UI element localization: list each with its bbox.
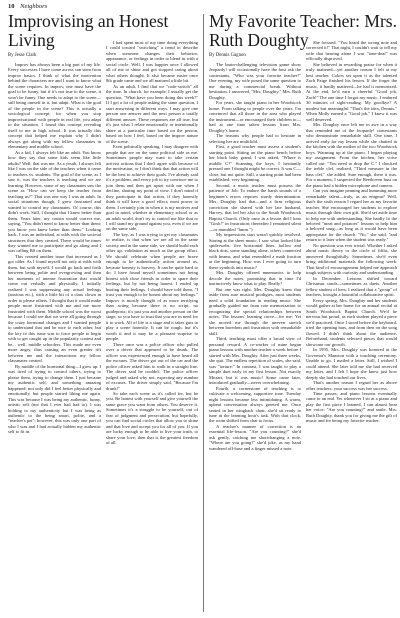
right-article-byline: By Dennis Gagnon [209, 53, 246, 58]
left-article-byline: By Jesse Clark [8, 53, 37, 58]
right-article-column-2 [306, 40, 397, 615]
left-article-column-1 [8, 62, 101, 615]
paragraph: Mrs. Doughty once left me in awe in a way that reminded me of the Jeopardy! contestants who demonstrate remarkable skill. One time, I arrived early for my lesson while she chatted in the kitchen with the mother of the two Woodstock boys. Warming up at the piano, I began playing my assignment. From the kitchen, her voice called out: "You need to drop the C." I checked the treble clef, realized, "Third measure in the bass clef," she added. Sure enough, there it was. For a moment, I suspected the Beethoven bust on the piano had a hidden microphone and camera. [306, 122, 397, 188]
paragraph: Second, a music teacher must possess the patience of Job. To endure the harsh sounds of a beginner's errors requires sturdy determination. Mrs. Doughty had that—and a firm religious conviction she shared with her late husband, Harvey, that led her also to the South Woodstock Baptist Church. (Only once in a lesson did I hear "Gosh!" in frustration; thereafter I remained silent—or mumbled "hmm.") [209, 182, 301, 232]
paragraph: I had spent most of my time doing everything I could toward "switching" a trend to describe when someone changes their behavior, appearance, or feelings in order to blend in with a social circle. Well, I was happier once I allowed all of me to shine and got stopped caring about what others thought. It also became easier once 8th grade came and we all matured a little bit. [106, 40, 198, 84]
page-header [8, 3, 47, 11]
paragraph: This created another issue that increased as I got older. As I found myself not only at odds with them, but with myself, I would go back and forth between being polite and overgrowing and then her moments of intense frustration that would come out verbally and physically. I initially realized I was suppressing any actual feelings (anxious etc.), with a little bit of a class clown in order to please others. I thought that it would make people more frustrated with me and me more frustrated with them. Middle school was the worst because I could see that we were all going through the crazy hormonal changes and I wanted people to understand that and be nice to each other, but the key to this issue was to force people to begin with to get caught up in the popularity contest and be... well, middle schoolers. This made me even more angry, thus causing an even greater rift between me and the interactions my fellow classmates created. [8, 253, 101, 364]
paragraph: Third, teaching must offer a broad view of personal reward. A co-worker of mine began piano lessons with another teacher a week before I started with Mrs. Doughty. After just three weeks, she quit. The endless repetition of scales, she said, was "torture." In contrast, I was taught to play a simple duet early in my first lesson. Not exactly Mozart, but it was music! Some came later, introduced gradually—never overwhelming. [209, 336, 301, 386]
paragraph: There once was a police officer who pulled over a driver that appeared to be drunk. The officer was experienced enough to have heard all the excuses. The driver got out of the car and the police officer asked him to walk in a straight line. The driver said he couldn't. The police officer judged and asked why not, expecting any number of excuses. The driver simply said, "Because I'm drunk!" [106, 341, 198, 391]
left-article-title: Improvising an Honest Living [8, 11, 169, 50]
section-name: Neighbors [20, 3, 48, 10]
paragraph: That's another reason I regard her as above other teachers: your success was her success. [306, 380, 397, 391]
paragraph: Mrs. Doughty offered mnemonics to help decode the notes, promising that in time I'd instinctively know what to play. Really? [209, 270, 301, 287]
paragraph: For years, she taught piano in her Woodstock home. From talking to people over the years, I'm convinced that all those in the area who played the instrument—or encouraged their children to—had at one time taken lessons from Mrs. Doughty's home. [209, 100, 301, 133]
paragraph: Can you imagine penning and humming more remarkable talent—truly, as an enigma? Well, that's the sixth reason I regard her as my favorite teacher. She encouraged her students to explore music through their own gift. She'd set aside time to help me with understanding. She hardly lit the beloved "meat and potatoes" lessons to help him a beloved song—as long as it would have been appropriate for the church. "No," she said, "and return to it later when the student was ready." [306, 188, 397, 243]
paragraph: The brain-challenging television game show Jeopardy! will occasionally have the host ask the contestants, "Who was your favorite teacher?" One evening, my wife posed the same question to me during a commercial break. Without hesitation, I answered, "Mrs. Doughty." Mrs. Ruth Doughty. [209, 62, 301, 100]
left-article-column-2 [106, 40, 198, 615]
paragraph: In 1995, Mrs. Doughty was honored at the Governor's Mansion with a touching ceremony. Unable to go, I mailed a letter. Still, I wished I could attend. She later told me she had received my letter, and I felt I hope she knew just how deeply she had touched our lives. [306, 347, 397, 380]
paragraph: She focused, "You heard the wrong note and corrected it!" That night, I couldn't wait to tell my wife that hearing alone I was "tone-deaf" was officially disproved. [306, 40, 397, 62]
right-article-column-1 [209, 62, 301, 615]
column-divider [203, 14, 204, 612]
paragraph: A teacher's manner of correction is an essential life-lesson. "Are you counting?" she'd ask gently, catching me shortchanging a note. "Where are you going?" she'd joke, as my hand wandered off-base and a finger missed a note. [209, 423, 301, 451]
paragraph: My impressions start wasn't quickly resolved. Staring at the sheet music, I saw what looked like spiderwebs: five horizontal lines, hollow and black dots, some standing alone, others connected with beams, and what resembled a math fraction at the beginning. How was I ever going to turn these symbols into music? [209, 232, 301, 270]
paragraph: As a kid, I always felt like an adult. You know how they say that some kids seem like little adults? Well, that was me. As a youth, I always felt like I was on the side of the teachers when it came to teachers vs. students. The goal of the scene, as I saw it, was the teachers is teaching and we are learning. However, some of my classmates saw the scene as "How can we keep the teacher from teaching us?" That was one way I was an adult. In social situations though, I grew frustrated and wanted to control my classmates. Of course, this didn't work. Still, I thought that I knew better than them. Years later, my cousin would correct me, saying, "You didn't need to know better than them; you know you knew better than them." Looking back, I was an individual, at odds with the societal structures that they created. There would be times they wanted me to participate and go along and I was calling BS on them. [8, 149, 101, 254]
paragraph: Improv has always been a big part of my life. Every successes I have come across can stem from improv basics. I think of what the motivation behind the characters are and I want to know what the scene requires. In improv, one must have the goal to be funny, but if it's not true to the scene, it won't be funny. One needs to adapt to the scene—still being oneself in it, but adapt. What is the goal of the people in the scene? This is actually a sociological concept, for when you stop improvisational with people in real life, you adapt to the situation. I found this concept revealing itself to me in high school. It was actually this concept that helped me explain why I didn't always get along with my fellow classmates in elementary and middle school. [8, 62, 101, 150]
paragraph: Every spring, Mrs. Doughty and her students would gather at her home for an annual recital at South Woodstock Baptist Church. We'd be nervous but proud, as each student played a piece we'd practiced. Once I stood before the keyboard, tried the opening bars, and from then on the song flowed. I didn't think about the audience. Beforehand, students selected pieces that would showcase our growth. [306, 297, 397, 347]
paragraph: First, a good teacher must assess a student's starting point. Sitting on the piano bench before her black baby grand, I was asked, "Where is middle C?" Scanning the keys, I hesitantly pressed one I thought might be correct. It was C—close, but not quite. Still, a starting point had been established: very beginning. [209, 144, 301, 183]
paragraph: As an adult, I find that we "code-switch" all the time. In church, for example, I usually get the question, "What have you been doing this week?" If I get a lot of people asking the same question, I start answering in different ways. I may give one person one answer and the next person a totally different answer. These responses are all true, but it's just what I relate emotionally or intentionally share at a particular time based on the person, based on how I feel, based on the improv nature of the scene. [106, 83, 198, 144]
paragraph: The reasons why people had to hesitate in selecting her are multifold. [209, 133, 301, 144]
paragraph: She believed in rewarding praise for when it truly mattered—yet another reason I felt at my best teacher. Colors set upon it as the talented Zach Paige finished his lesson. If the forget the music, it hardly mattered—he had it memorized. At the end, he'd earn a cheerful "Good job, Zach!" The one time I forgot my music, I endured 30 minutes of sight-reading. My goodbye? A modest but meaningful "That's the idea, Dennis." When Molly earned a "Good job," I knew it was well deserved. [306, 61, 397, 122]
paragraph: No question was ever trivial. Whether I asked about music theory or the circle of fifths, she answered thoughtfully. Sometimes, she'd even bring additional materials the following week. That kind of encouragement helped me approach tough subjects with curiosity and understanding. [306, 242, 397, 276]
paragraph: Even politically speaking, I may disagree with people that are on the same political side as me. Sometimes people may want to take certain activist actions that I don't agree with because of the motivation, or I don't think that that action will be the best to achieve their goals. I've already said it's a problem, and every job to try convince me to join them and then get upset with me when I decline, sharing my point of view. I don't mind if they participate in that action, if they honestly think it will have a good effect; most power to them. I certainly join in when it is my motives and goal in mind, whether in elementary school or as an adult world, don't try to control me like that or I will stand my ground against you, even if we are on the same side. [106, 144, 198, 232]
page-number: 10 [8, 3, 15, 10]
paragraph: Fourth, a cornerstone of teaching is to cultivate a welcoming, supportive tone. Tuesday night lessons became less intimidating. A warm, upbeat conversation always greeted me. Once seated in her wingback chair, she'd sit ready to tune in the learning hour's task. With that clock, the room shifted from chat to focus. [209, 385, 301, 424]
paragraph: But one was right. Mrs. Doughty knew that aside from sure musical prodigies, most students need a solid foundation in reading music. She gradually guided me from rote memorization to recognizing the special relationships between notes. The lessons' learning curve—for me: Yet she moved me through the uneven stretch between boredom and frustration with remarkable skill. [209, 286, 301, 336]
paragraph: Time passes, and piano lessons eventually came to an end. Yet whenever I sit at a piano and play the first piece I learned, I can almost hear her voice: "Are you counting?" and smile. Mrs. Ruth Doughty, thank you for giving me the gift of music and for being my favorite teacher. [306, 391, 397, 424]
paragraph: So take each scene as it's called for, but be you. Be honest with yourself and give yourself the same grace you want from others. You deserve it. Sometimes it's a struggle to be yourself, out of fear of judgment and persecution, but hopefully, you can find social circles that allow you to shine and that love and accept you for all of you. If you are lucky enough to be able to live your truth, to share your love, then that is the greatest freedom of all. [106, 391, 198, 446]
right-article-title: My Favorite Teacher: Mrs. Ruth Doughty [209, 11, 397, 50]
paragraph: In December, Lessons shifted toward Christmas carols—sometimes as duets. Another fellow student of hers, I realized that a "group" of teachers, brought a bountiful collaborative spirit. [306, 275, 397, 298]
paragraph: The key, as I was trying to get my classmates to realize, is that when we are all in the same society and in the same side, we should build each other up, validation as much as the group effort. We should celebrate when people are brave enough to be authentically action around us, because honesty is bravery. It can be quite hard to do. I have found myself sometimes not being honest with close friends in order to spare their feelings, but by not being honest, I ended up hurting their feelings. I should have told them, "I trust you enough to be honest about my feelings." Improv is mostly thought of as more terrifying than acting because there is no script, no guideposts; it's just you and another person on the stage, so you have to trust that you are in need for it to work. All of life is a stage and it takes guts to play a scene honestly. It can be rough, but it's worth it and it may be a pleasant surprise to people. [106, 231, 198, 342]
paragraph: By middle of the hormonal thing—I grew up. I was tired of trying to control others, trying to please them, trying to change them. I just became my authentic self, and something amazing happened: not only did I feel better physically and emotionally, but people started liking me again. This was because I was being my authentic, funny, artistic self (not that I ever had had to). I was holding to my authenticity but I was being as authentic to the being smart, polite, and a "teacher's pet"; however, this was only one part of who I was and I had actually hidden my authentic self to fit in. [8, 363, 101, 435]
